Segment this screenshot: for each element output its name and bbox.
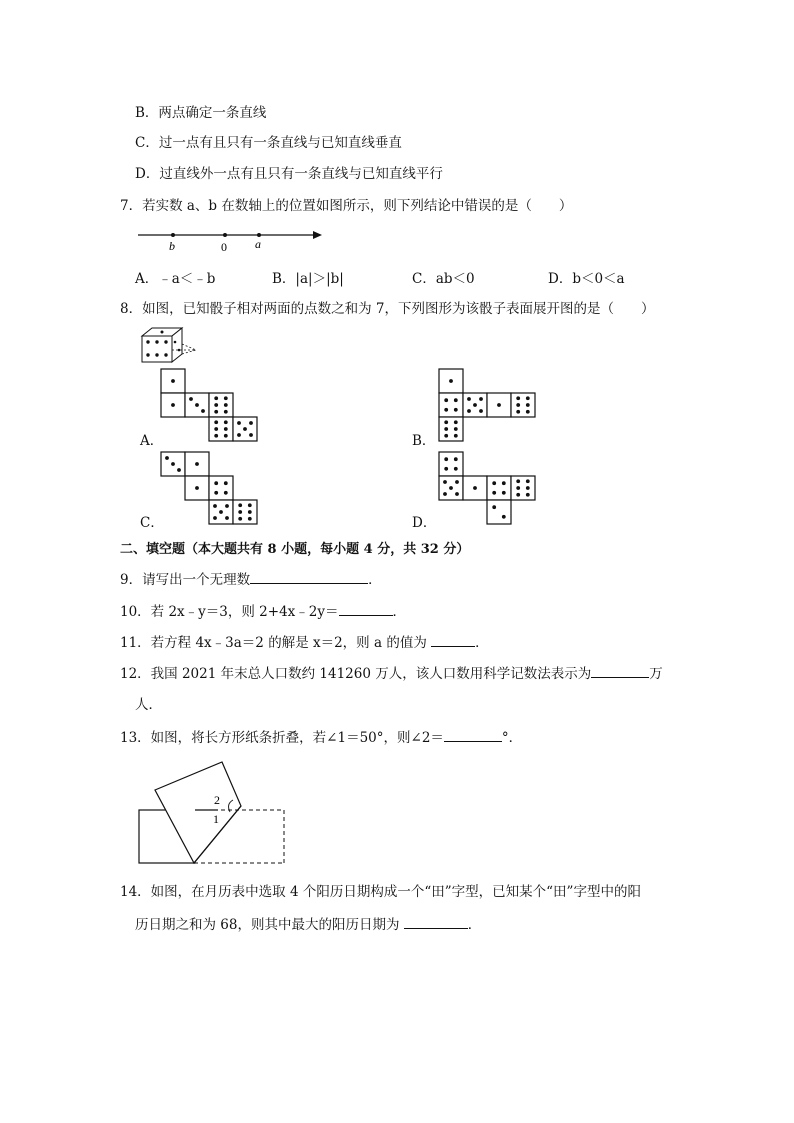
q9-answer-blank[interactable] bbox=[250, 570, 368, 584]
pip bbox=[444, 467, 448, 471]
pip bbox=[214, 420, 218, 424]
pip bbox=[444, 420, 448, 424]
arrow-head-icon bbox=[313, 231, 322, 239]
pip bbox=[214, 410, 218, 414]
pip bbox=[224, 420, 228, 424]
q8-option-d: D． bbox=[412, 515, 437, 531]
pip bbox=[516, 396, 520, 400]
pip bbox=[214, 491, 218, 495]
q11-text: 11．若方程 4x﹣3a＝2 的解是 x＝2，则 a 的值为 bbox=[120, 635, 432, 651]
pip bbox=[444, 457, 448, 461]
q13-text: 13．如图，将长方形纸条折叠，若∠1＝50°，则∠2＝ bbox=[120, 730, 444, 746]
net-a bbox=[160, 368, 270, 450]
pip bbox=[238, 510, 242, 514]
pip bbox=[454, 408, 458, 412]
pip bbox=[449, 486, 453, 490]
pip bbox=[224, 403, 228, 407]
pip bbox=[177, 468, 181, 472]
pip bbox=[444, 434, 448, 438]
q8-option-c: C． bbox=[140, 515, 164, 531]
dice-face bbox=[511, 476, 535, 500]
pip bbox=[225, 516, 229, 520]
pip bbox=[213, 504, 217, 508]
angle-1-label: 1 bbox=[213, 812, 219, 826]
pip bbox=[224, 491, 228, 495]
q12-line2: 人． bbox=[135, 697, 162, 713]
q9-text: 9．请写出一个无理数 bbox=[120, 572, 251, 588]
q9-end: ． bbox=[368, 572, 382, 588]
pip bbox=[449, 379, 453, 383]
net-b bbox=[438, 368, 548, 450]
pip bbox=[171, 403, 175, 407]
q7-option-b: B．|a|＞|b| bbox=[272, 271, 344, 287]
pip bbox=[502, 491, 506, 495]
dice-face bbox=[439, 452, 463, 476]
pip bbox=[248, 503, 252, 507]
q11-answer-blank[interactable] bbox=[431, 633, 475, 647]
folded-flap bbox=[155, 762, 241, 863]
pip bbox=[454, 398, 458, 402]
pip bbox=[454, 467, 458, 471]
dice-face bbox=[487, 476, 511, 500]
q10-end: ． bbox=[392, 604, 406, 620]
pip bbox=[224, 396, 228, 400]
pip bbox=[224, 410, 228, 414]
pip bbox=[526, 396, 530, 400]
q14-line1: 14．如图，在月历表中选取 4 个阳历日期构成一个“田”字型，已知某个“田”字型中的阳 bbox=[120, 884, 641, 900]
q11-end: ． bbox=[475, 635, 489, 651]
pip bbox=[516, 486, 520, 490]
dice-face bbox=[439, 417, 463, 441]
pip bbox=[248, 517, 252, 521]
pip bbox=[219, 510, 223, 514]
q8-option-a: A． bbox=[140, 433, 164, 449]
q7-option-a: A．﹣a＜﹣b bbox=[135, 271, 216, 287]
q11 bbox=[120, 633, 489, 652]
pip bbox=[526, 410, 530, 414]
dice-face bbox=[487, 500, 511, 524]
q8-stem: 8．如图，已知骰子相对两面的点数之和为 7，下列图形为该骰子表面展开图的是（ ） bbox=[120, 301, 655, 317]
q14-line2 bbox=[135, 915, 481, 934]
folded-strip-figure bbox=[138, 760, 298, 870]
pip bbox=[214, 396, 218, 400]
pip bbox=[213, 516, 217, 520]
q7-stem: 7．若实数 a、b 在数轴上的位置如图所示，则下列结论中错误的是（ ） bbox=[120, 198, 573, 214]
pip bbox=[492, 481, 496, 485]
pip bbox=[473, 486, 477, 490]
point-0 bbox=[223, 233, 227, 237]
pip bbox=[526, 493, 530, 497]
pip bbox=[454, 434, 458, 438]
section-2-title: 二、填空题（本大题共有 8 小题，每小题 4 分，共 32 分） bbox=[120, 542, 470, 557]
dice-face bbox=[233, 500, 257, 524]
pip bbox=[238, 503, 242, 507]
q13 bbox=[120, 728, 522, 747]
pip bbox=[195, 486, 199, 490]
pip bbox=[237, 421, 241, 425]
dice-face bbox=[511, 393, 535, 417]
dice-front-face bbox=[142, 336, 172, 362]
pip bbox=[171, 462, 175, 466]
pip bbox=[473, 403, 477, 407]
pip bbox=[467, 409, 471, 413]
pip bbox=[454, 457, 458, 461]
pip bbox=[479, 409, 483, 413]
pip bbox=[492, 491, 496, 495]
pip bbox=[492, 505, 496, 509]
dice-3d-figure bbox=[140, 326, 200, 366]
pip bbox=[516, 493, 520, 497]
pip bbox=[249, 421, 253, 425]
pip bbox=[243, 427, 247, 431]
net-c bbox=[160, 451, 270, 533]
pip bbox=[443, 480, 447, 484]
pip bbox=[502, 515, 506, 519]
q7-option-c: C．ab＜0 bbox=[412, 271, 475, 287]
dice-hidden-edge bbox=[182, 344, 196, 350]
dice-hidden-edge bbox=[182, 350, 196, 354]
label-0: 0 bbox=[221, 240, 227, 254]
q12-end: 万 bbox=[649, 666, 663, 682]
net-d bbox=[438, 451, 548, 533]
pip bbox=[467, 397, 471, 401]
pip bbox=[165, 456, 169, 460]
pip bbox=[526, 486, 530, 490]
pip bbox=[443, 492, 447, 496]
q12-text: 12．我国 2021 年末总人口数约 141260 万人，该人口数用科学记数法表示为 bbox=[120, 666, 592, 682]
pip bbox=[224, 434, 228, 438]
pip bbox=[479, 397, 483, 401]
pip bbox=[238, 517, 242, 521]
pip bbox=[195, 403, 199, 407]
pip bbox=[444, 427, 448, 431]
pip bbox=[502, 481, 506, 485]
point-b bbox=[171, 233, 175, 237]
pip bbox=[225, 504, 229, 508]
pip bbox=[214, 434, 218, 438]
pip bbox=[454, 420, 458, 424]
pip bbox=[455, 492, 459, 496]
q12-answer-blank[interactable] bbox=[591, 664, 649, 678]
pip bbox=[224, 481, 228, 485]
number-line-figure bbox=[135, 225, 335, 255]
q10-answer-blank[interactable] bbox=[339, 602, 393, 616]
q14-answer-blank[interactable] bbox=[404, 915, 468, 929]
q6-option-b: B．两点确定一条直线 bbox=[135, 105, 267, 121]
q6-option-d: D．过直线外一点有且只有一条直线与已知直线平行 bbox=[135, 166, 443, 182]
pip bbox=[237, 433, 241, 437]
q6-option-c: C．过一点有且只有一条直线与已知直线垂直 bbox=[135, 135, 402, 151]
pip bbox=[214, 403, 218, 407]
pip bbox=[201, 409, 205, 413]
dice-face bbox=[209, 393, 233, 417]
q13-end: °． bbox=[501, 730, 523, 746]
pip bbox=[516, 410, 520, 414]
pip bbox=[444, 398, 448, 402]
pip bbox=[526, 479, 530, 483]
pip bbox=[171, 379, 175, 383]
q9 bbox=[120, 570, 382, 589]
q10-text: 10．若 2x﹣y＝3，则 2+4x﹣2y＝ bbox=[120, 604, 339, 620]
q12 bbox=[120, 664, 663, 683]
q10 bbox=[120, 602, 406, 621]
pip bbox=[214, 427, 218, 431]
dice-face bbox=[209, 476, 233, 500]
label-a: a bbox=[255, 237, 261, 251]
label-b: b bbox=[169, 239, 175, 253]
dice-face bbox=[209, 417, 233, 441]
pip bbox=[454, 427, 458, 431]
q13-answer-blank[interactable] bbox=[444, 728, 502, 742]
dice-face bbox=[439, 393, 463, 417]
angle-2-label: 2 bbox=[214, 793, 220, 807]
q8-option-b: B． bbox=[412, 433, 436, 449]
pip bbox=[516, 479, 520, 483]
pip bbox=[224, 427, 228, 431]
pip bbox=[248, 510, 252, 514]
pip bbox=[497, 403, 501, 407]
q14-text: 历日期之和为 68，则其中最大的阳历日期为 bbox=[135, 917, 404, 933]
pip bbox=[195, 462, 199, 466]
pip bbox=[455, 480, 459, 484]
pip bbox=[189, 397, 193, 401]
pip bbox=[444, 408, 448, 412]
pip bbox=[249, 433, 253, 437]
pip bbox=[516, 403, 520, 407]
q7-option-d: D．b＜0＜a bbox=[548, 271, 625, 287]
pip bbox=[214, 481, 218, 485]
pip bbox=[526, 403, 530, 407]
q14-end: ． bbox=[467, 917, 482, 933]
